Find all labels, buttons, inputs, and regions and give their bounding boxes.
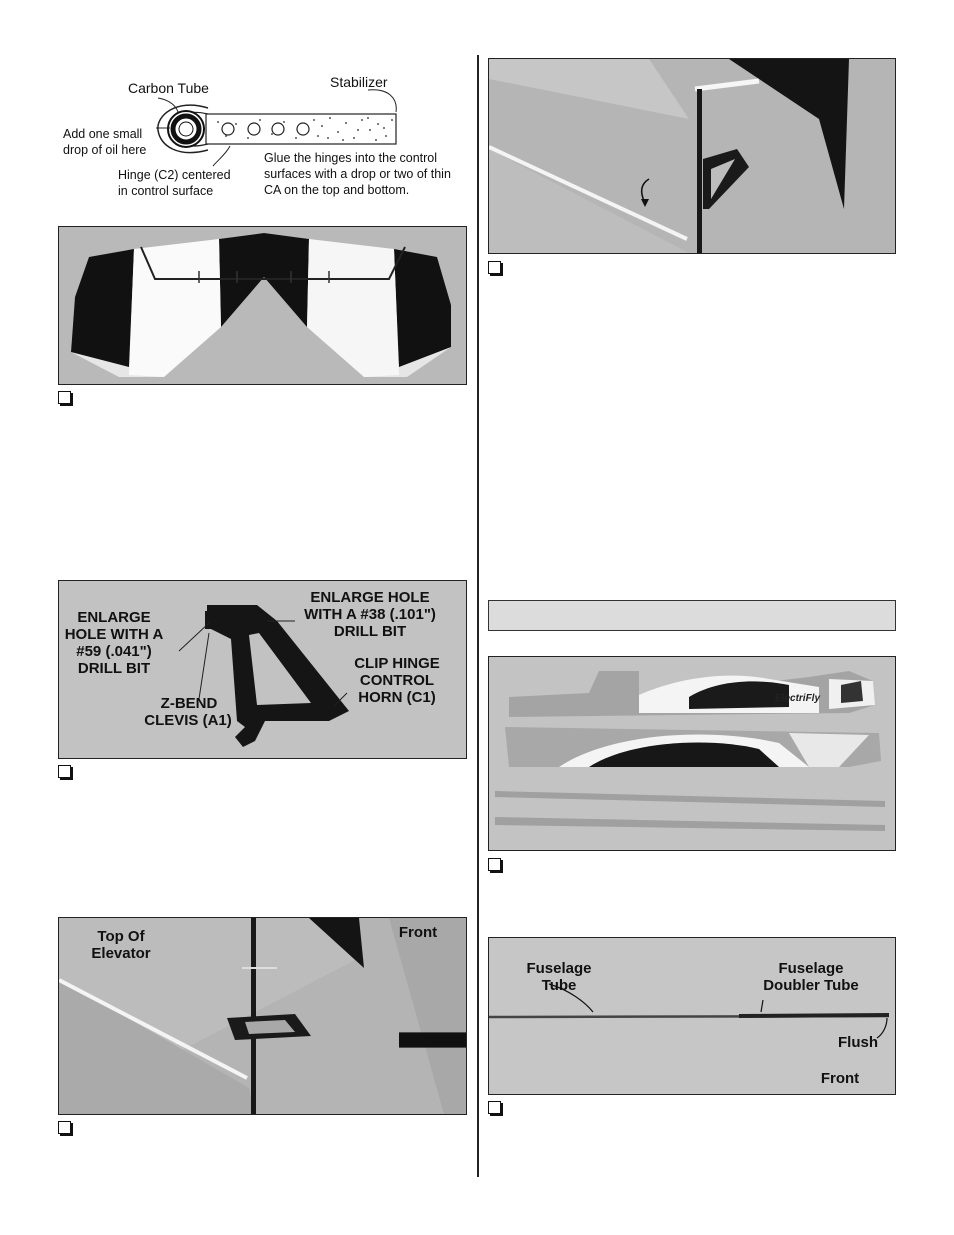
checkbox-step-elevator-top[interactable] bbox=[58, 1121, 71, 1134]
top-of-elevator-line1: Top Of bbox=[97, 928, 145, 945]
enlarge-59-line2: HOLE WITH A bbox=[64, 626, 164, 643]
checkbox-step-hinge-flex[interactable] bbox=[488, 261, 501, 274]
hinge-flex-photo bbox=[488, 58, 896, 254]
stabilizer-image bbox=[59, 227, 466, 384]
enlarge-38-line1: ENLARGE HOLE bbox=[310, 589, 430, 606]
flush-label: Flush bbox=[838, 1034, 878, 1051]
top-of-elevator-line2: Elevator bbox=[91, 945, 151, 962]
checkbox-step-fuselage-tube[interactable] bbox=[488, 1101, 501, 1114]
hinge-label-line2: in control surface bbox=[118, 184, 214, 198]
enlarge-59-line3: #59 (.041") bbox=[76, 643, 152, 660]
z-bend-line2: CLEVIS (A1) bbox=[144, 712, 232, 729]
hinge-diagram bbox=[58, 68, 468, 208]
clip-hinge-line3: HORN (C1) bbox=[358, 689, 436, 706]
z-bend-line1: Z-BEND bbox=[160, 695, 218, 712]
enlarge-59-line4: DRILL BIT bbox=[77, 660, 151, 677]
enlarge-38-line3: DRILL BIT bbox=[333, 623, 407, 640]
front-label-tube: Front bbox=[820, 1070, 860, 1087]
hinge-flex-image bbox=[489, 59, 895, 253]
fuselage-parts-photo bbox=[488, 656, 896, 851]
front-arrow-tube-icon bbox=[861, 1075, 896, 1095]
glue-label-line2: surfaces with a drop or two of thin bbox=[264, 167, 451, 181]
front-arrow-elevator-icon bbox=[399, 942, 467, 1115]
checkbox-step-control-horn[interactable] bbox=[58, 765, 71, 778]
stabilizer-photo bbox=[58, 226, 467, 385]
checkbox-step-stabilizer[interactable] bbox=[58, 391, 71, 404]
fuselage-parts-image bbox=[489, 657, 895, 850]
clip-hinge-line1: CLIP HINGE bbox=[354, 655, 440, 672]
oil-label-line1: Add one small bbox=[63, 127, 143, 141]
elevator-top-photo bbox=[58, 917, 467, 1115]
carbon-tube-label: Carbon Tube bbox=[128, 80, 209, 96]
column-divider bbox=[477, 55, 479, 1177]
brand-decal: ElectriFly bbox=[775, 693, 821, 704]
glue-label-line1: Glue the hinges into the control bbox=[264, 151, 438, 165]
section-banner bbox=[488, 600, 896, 631]
fuselage-tube-photo bbox=[488, 937, 896, 1095]
doubler-tube-line2: Doubler Tube bbox=[763, 977, 859, 994]
oil-label-line2: drop of oil here bbox=[63, 143, 147, 157]
hinge-label-line1: Hinge (C2) centered bbox=[118, 168, 231, 182]
fuselage-tube-line2: Tube bbox=[541, 977, 577, 994]
front-label-elevator: Front bbox=[398, 924, 438, 941]
enlarge-38-line2: WITH A #38 (.101") bbox=[304, 606, 436, 623]
stabilizer-label: Stabilizer bbox=[330, 74, 388, 90]
doubler-tube-line1: Fuselage bbox=[778, 960, 844, 977]
checkbox-step-fuselage-parts[interactable] bbox=[488, 858, 501, 871]
fuselage-tube-line1: Fuselage bbox=[526, 960, 592, 977]
glue-label-line3: CA on the top and bottom. bbox=[264, 183, 410, 197]
enlarge-59-line1: ENLARGE bbox=[77, 609, 151, 626]
clip-hinge-line2: CONTROL bbox=[359, 672, 435, 689]
control-horn-photo bbox=[58, 580, 467, 759]
